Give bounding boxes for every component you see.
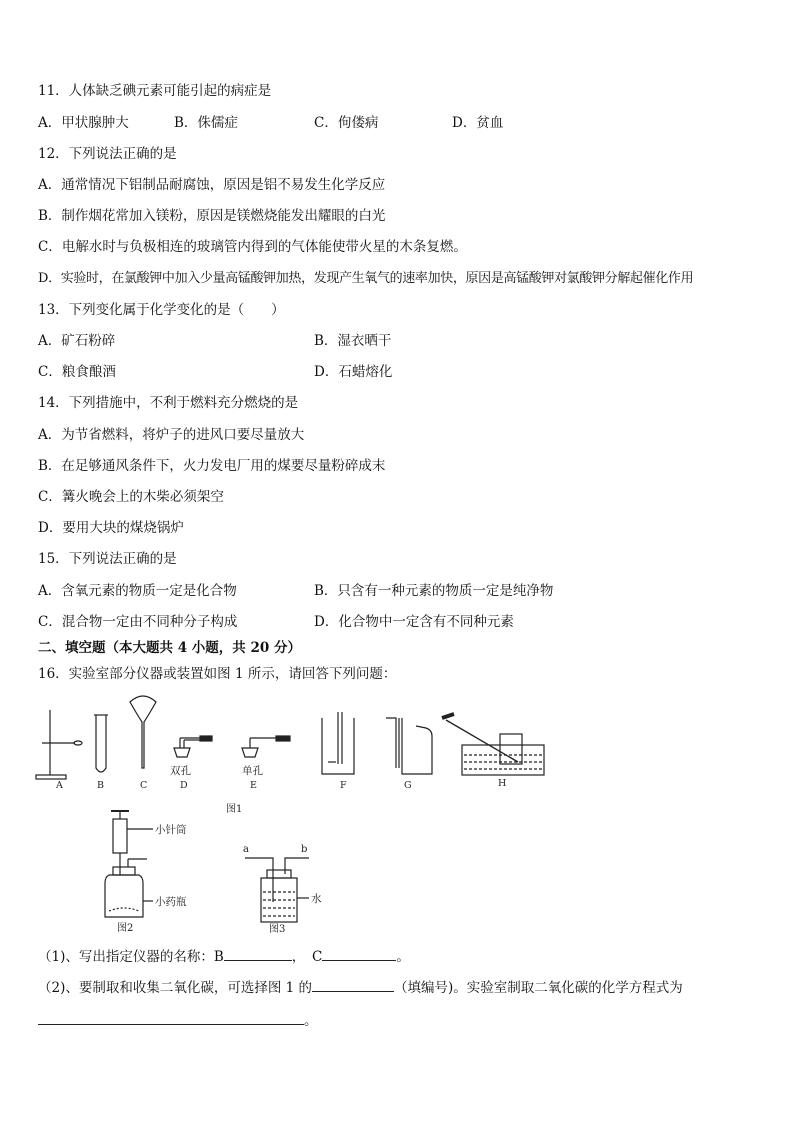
figure-1-apparatus [30,690,560,820]
long-neck-funnel-drawing [130,696,156,768]
answer-blank-c[interactable] [322,946,396,961]
q16-sub2-end: 。 [304,1013,318,1029]
q15-option-b: B．只含有一种元素的物质一定是纯净物 [314,583,554,599]
q14-stem: 14．下列措施中，不利于燃料充分燃烧的是 [38,395,299,411]
one-hole-stopper-drawing [242,736,290,757]
label-double-hole: 双孔 [170,765,191,777]
q13-option-a: A．矿石粉碎 [38,333,116,349]
q14-option-a: A．为节省燃料，将炉子的进风口要尽量放大 [38,427,305,443]
q12-option-d: D．实验时，在氯酸钾中加入少量高锰酸钾加热，发现产生氧气的速率加快，原因是高锰酸钾对氯酸钾分解起催化作用 [38,271,694,286]
q16-sub1-end: 。 [396,949,410,965]
label-h: H [498,778,507,789]
figure-2-apparatus [95,805,215,935]
q15-option-d: D．化合物中一定含有不同种元素 [314,614,514,630]
label-a: A [56,780,63,791]
q15-stem: 15．下列说法正确的是 [38,551,177,567]
q12-stem: 12．下列说法正确的是 [38,146,177,162]
syringe-drawing [111,811,153,875]
q16-sub2-prefix: （2)、要制取和收集二氧化碳，可选择图 1 的 [38,980,313,996]
q15-option-a: A．含氧元素的物质一定是化合物 [38,583,237,599]
q11-option-b: B．侏儒症 [174,115,238,131]
q11-option-d: D．贫血 [452,115,504,131]
q14-option-b: B．在足够通风条件下，火力发电厂用的煤要尽量粉碎成末 [38,458,386,474]
label-b: B [97,780,104,791]
figure-3-apparatus [235,840,345,935]
gas-collection-bottle-drawing [322,712,354,774]
q13-option-b: B．湿衣晒干 [314,333,392,349]
port-a-label: a [243,844,249,855]
label-g: G [404,780,412,791]
q13-stem: 13．下列变化属于化学变化的是（ ） [38,302,285,318]
water-label: 水 [311,893,322,905]
q12-option-a: A．通常情况下铝制品耐腐蚀，原因是铝不易发生化学反应 [38,177,386,193]
q16-sub2-mid: （填编号)。实验室制取二氧化碳的化学方程式为 [394,980,683,996]
answer-blank-apparatus[interactable] [312,977,394,992]
port-b-label: b [301,844,308,855]
test-tube-drawing [94,715,108,772]
figure-2-caption: 图2 [117,923,134,934]
figure-1-caption: 图1 [226,804,243,815]
q11-option-c: C．佝偻病 [314,115,379,131]
label-single-hole: 单孔 [242,765,263,777]
q15-option-c: C．混合物一定由不同种分子构成 [38,614,238,630]
q16-sub2-equation-line [38,1010,318,1030]
q11-option-a: A．甲状腺肿大 [38,115,129,131]
washing-bottle-drawing [245,858,309,922]
label-f: F [340,780,347,791]
q16-sub1 [38,946,410,966]
q13-option-c: C．粮食酿酒 [38,364,116,380]
medicine-bottle-drawing [105,859,153,917]
iron-stand-drawing [36,710,82,779]
q12-option-b: B．制作烟花常加入镁粉，原因是镁燃烧能发出耀眼的白光 [38,208,386,224]
q16-stem: 16．实验室部分仪器或装置如图 1 所示，请回答下列问题： [38,666,397,682]
q13-option-d: D．石蜡熔化 [314,364,393,380]
q16-sub1-mid: ， C [291,949,323,965]
answer-blank-b[interactable] [224,946,292,961]
q14-option-c: C．篝火晚会上的木柴必须架空 [38,489,224,505]
q16-sub1-prefix: （1)、写出指定仪器的名称：B [38,949,224,965]
two-hole-stopper-drawing [174,736,212,757]
medicine-bottle-label: 小药瓶 [155,896,187,908]
syringe-label: 小针筒 [155,824,187,836]
q11-stem: 11．人体缺乏碘元素可能引起的病症是 [38,83,272,99]
q16-sub2 [38,977,683,997]
figure-3-caption: 图3 [269,924,286,935]
label-d: D [180,780,188,791]
label-e: E [250,780,257,791]
section-title: 二、填空题（本大题共 4 小题，共 20 分） [38,640,301,656]
q14-option-d: D．要用大块的煤烧锅炉 [38,520,184,536]
label-c: C [140,780,148,791]
water-trough-drawing [442,714,544,775]
answer-blank-equation[interactable] [38,1010,304,1025]
q12-option-c: C．电解水时与负极相连的玻璃管内得到的气体能使带火星的木条复燃。 [38,239,467,255]
wide-mouth-bottle-drawing [386,718,432,774]
